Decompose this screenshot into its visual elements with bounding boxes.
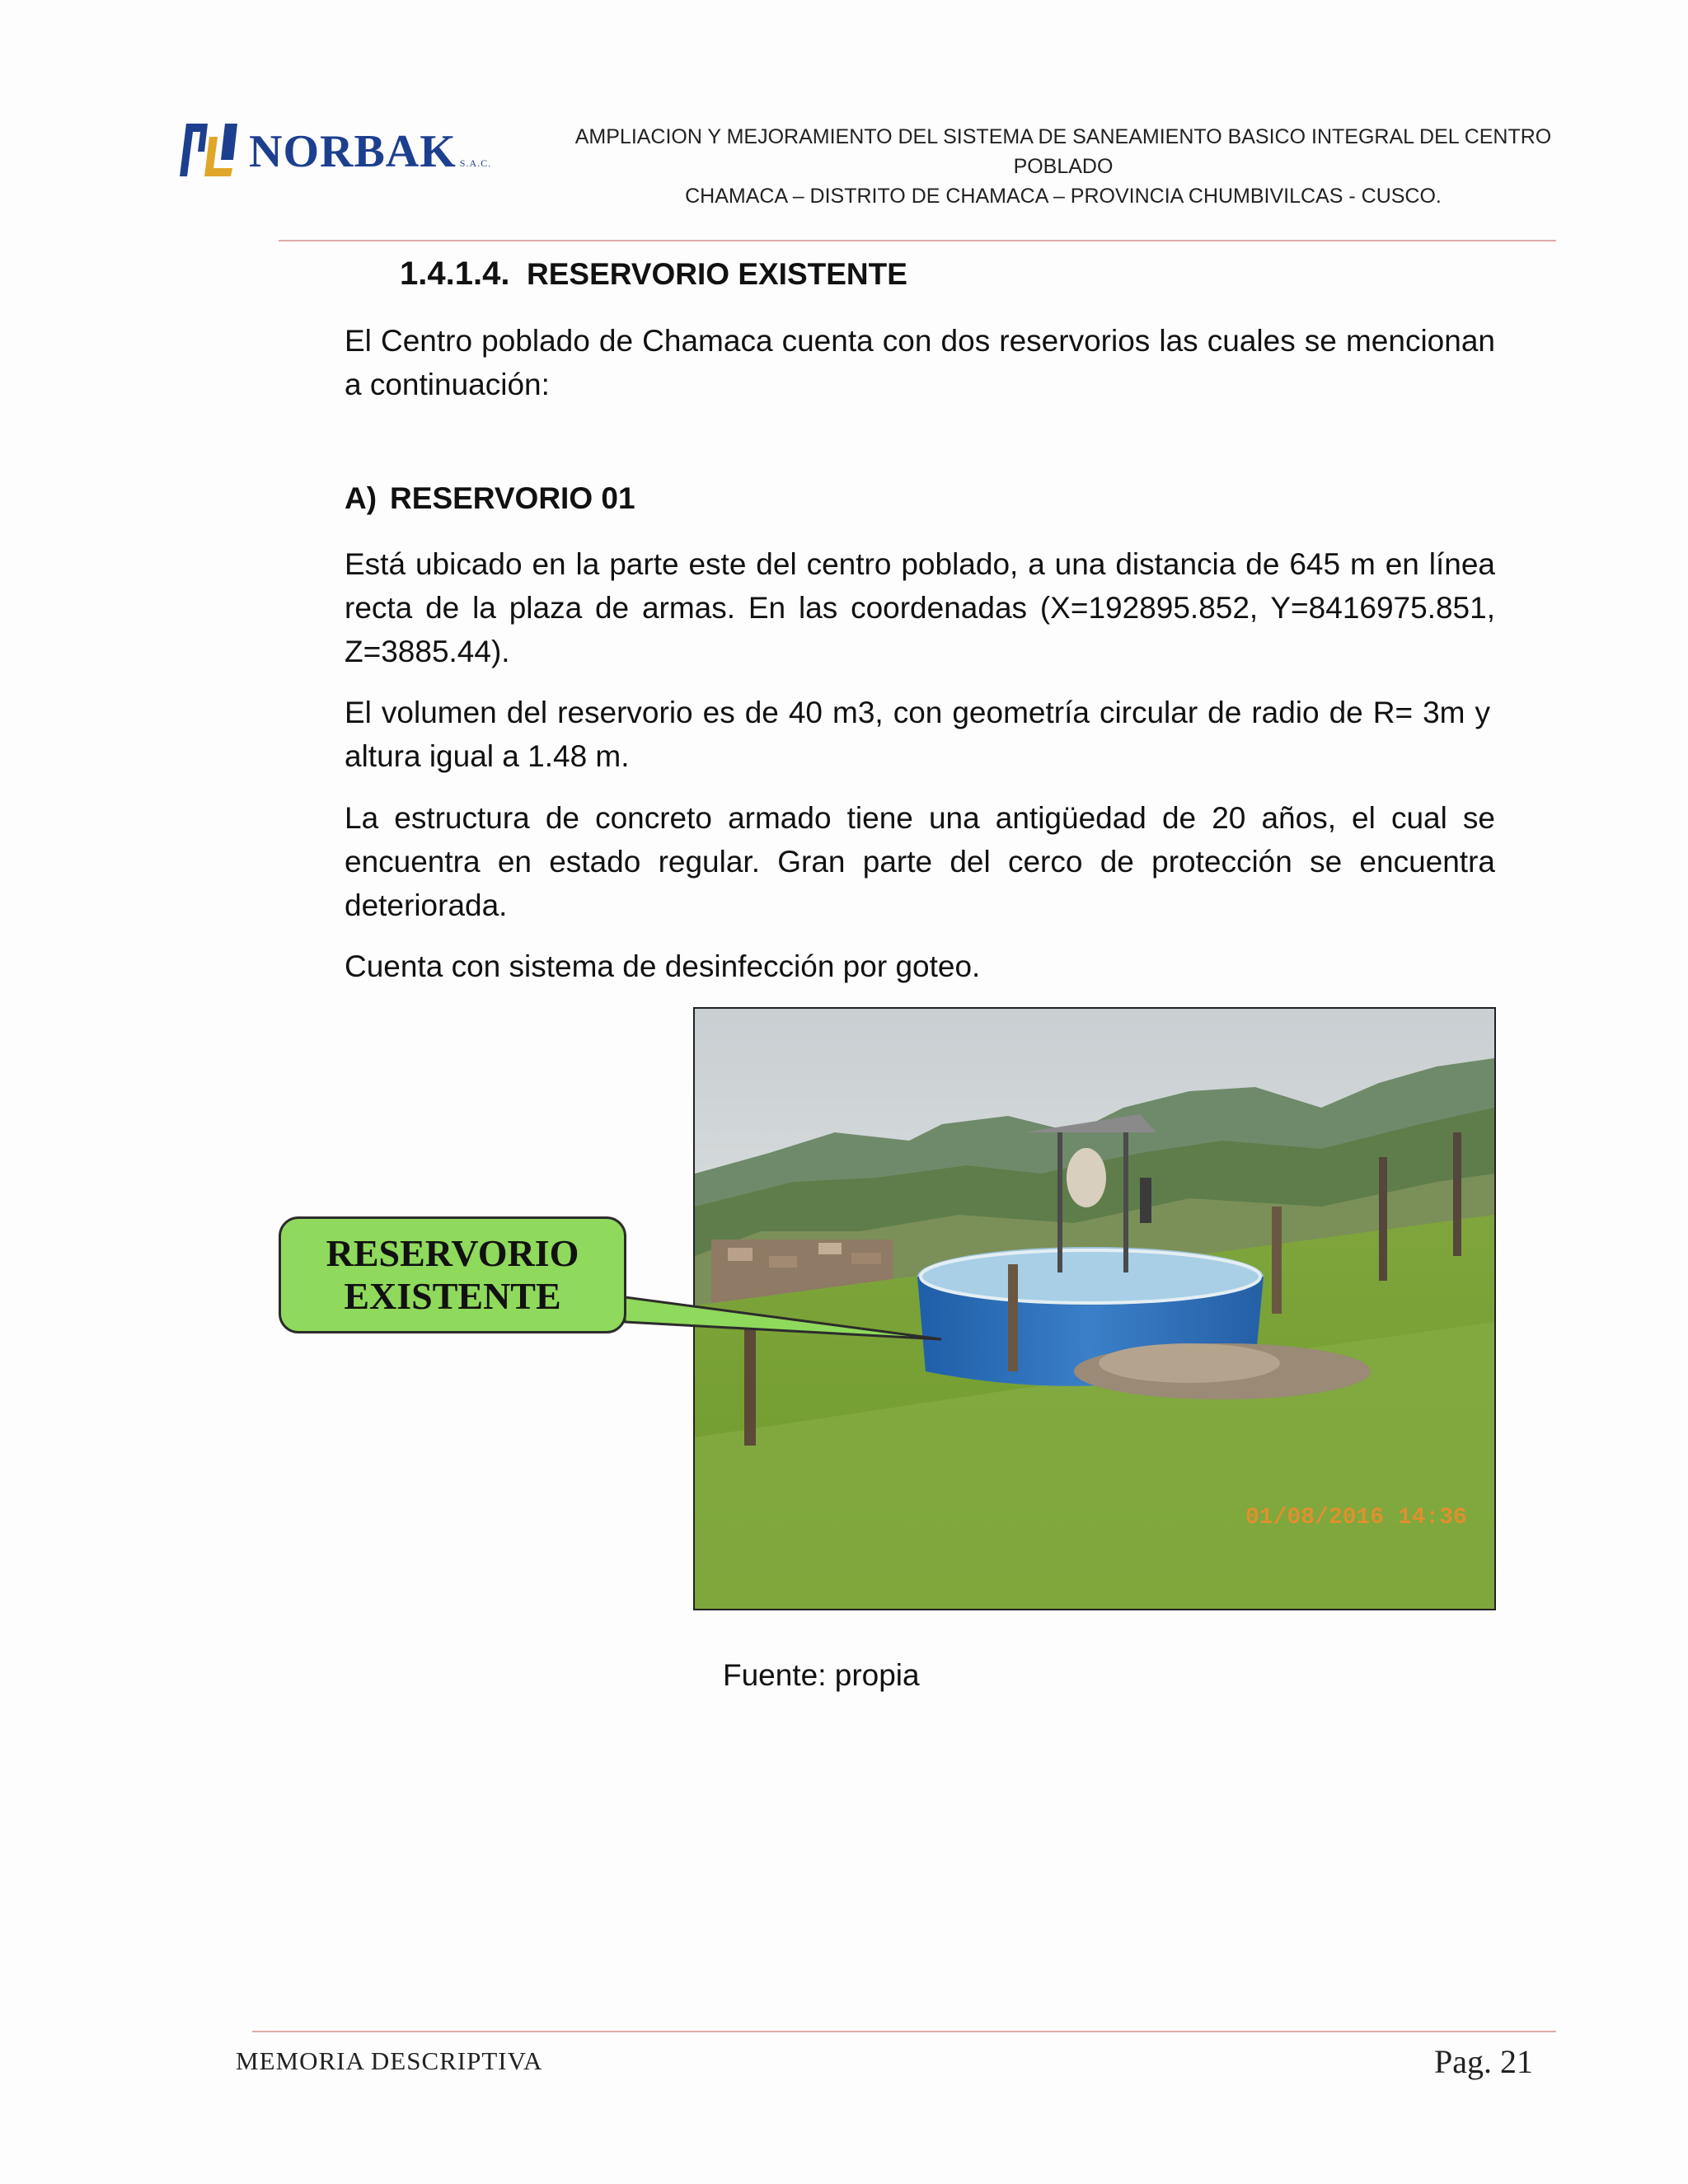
company-logo (175, 115, 492, 181)
logo-text: NORBAK S.A.C. (249, 126, 492, 177)
callout-line-2: EXISTENTE (344, 1275, 561, 1317)
header-title-line-2: CHAMACA – DISTRITO DE CHAMACA – PROVINCIA CHUMBIVILCAS - CUSCO. (685, 185, 1442, 208)
section-number: 1.4.1.4. (400, 255, 510, 292)
header-divider (279, 240, 1556, 241)
norbak-logo-icon (175, 119, 241, 178)
subsection-title: RESERVORIO 01 (390, 481, 635, 515)
figure-caption: Fuente: propia (723, 1658, 920, 1692)
subsection-letter: A) (345, 481, 377, 515)
disinfection-paragraph: Cuenta con sistema de desinfección por goteo. (345, 949, 981, 983)
callout-line-1: RESERVORIO (326, 1232, 579, 1274)
reservoir-photo (693, 1007, 1496, 1610)
structure-paragraph: La estructura de concreto armado tiene una antigüedad de 20 años, el cual se encuentra en estado regular. Gran parte del cerco de protección se encuentra deteriorada. (345, 801, 1495, 922)
logo-suffix: S.A.C. (459, 157, 492, 169)
footer-divider (252, 2031, 1556, 2032)
footer-document-title: MEMORIA DESCRIPTIVA (236, 2046, 543, 2075)
header-title-line-1: AMPLIACION Y MEJORAMIENTO DEL SISTEMA DE SANEAMIENTO BASICO INTEGRAL DEL CENTRO POBLADO (574, 125, 1552, 178)
document-header-title (528, 122, 1599, 211)
location-paragraph: Está ubicado en la parte este del centro poblado, a una distancia de 645 m en línea recta de la plaza de armas. En las coordenadas (X=192895.852, Y=8416975.851, Z=3885.44). (345, 547, 1495, 668)
volume-paragraph: El volumen del reservorio es de 40 m3, con geometría circular de radio de R= 3m y altura igual a 1.48 m. (345, 696, 1490, 773)
section-intro-paragraph: El Centro poblado de Chamaca cuenta con dos reservorios las cuales se mencionan a continuación: (345, 324, 1495, 401)
section-heading (400, 255, 907, 293)
photo-timestamp: 01/08/2016 14:36 (1245, 1505, 1467, 1530)
page-number: Pag. 21 (1434, 2043, 1533, 2080)
subsection-heading (345, 481, 635, 516)
section-title: RESERVORIO EXISTENTE (527, 257, 907, 291)
reservoir-callout (279, 1216, 626, 1333)
